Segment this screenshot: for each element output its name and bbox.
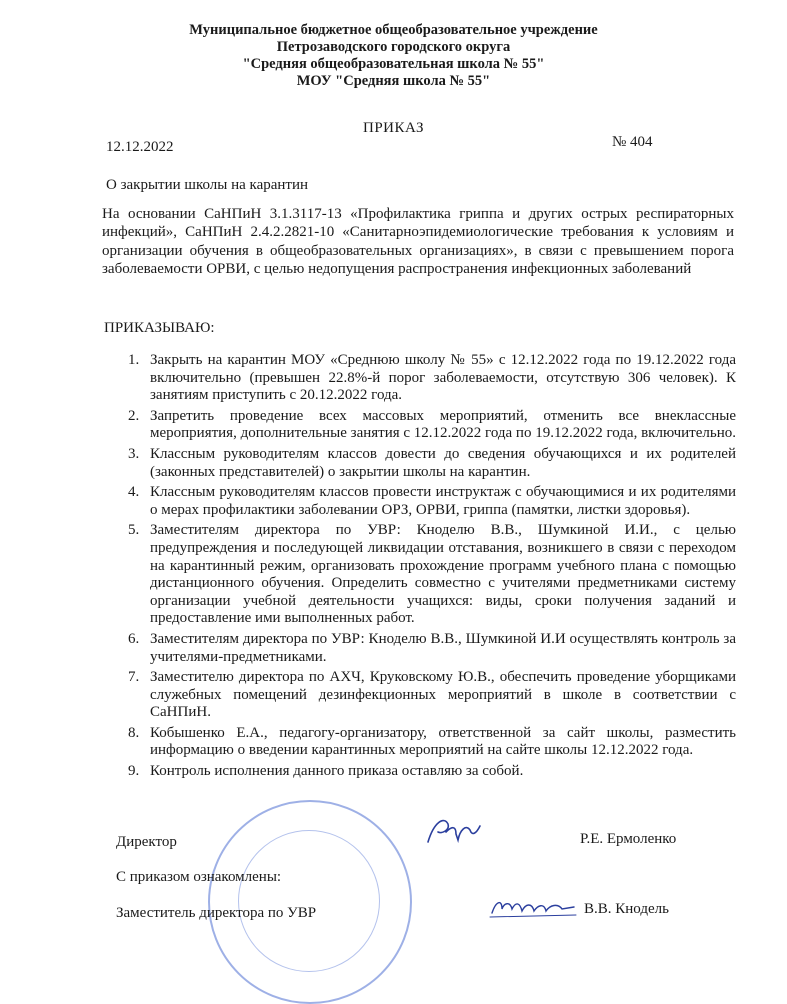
doc-subject: О закрытии школы на карантин [106,177,309,193]
doc-date: 12.12.2022 [106,139,174,155]
basis-paragraph: На основании СаНПиН 3.1.3117-13 «Профилактика гриппа и других острых респираторных инфекций», СаНПиН 2.4.2.2821-10 «Санитарноэпидемиологические требования к условиям и организации обучения в общеобразовательных организациях», в связи с превышением порога заболеваемости ОРВИ, с целью недопущения распространения инфекционных заболеваний [102,206,734,277]
item-number: 5. [128,522,140,539]
item-text: Кобышенко Е.А., педагогу-организатору, ответственной за сайт школы, разместить информацию о введении карантинных мероприятий на сайте школы 12.12.2022 года. [150,724,736,759]
director-name: Р.Е. Ермоленко [580,831,677,847]
order-item [102,446,736,481]
order-items-list [102,352,736,784]
order-item [102,522,736,628]
org-name-line-4: МОУ "Средняя школа № 55" [296,73,491,89]
item-text: Запретить проведение всех массовых мероприятий, отменить все внеклассные мероприятия, дополнительные занятия с 12.12.2022 года по 19.12.2022 года, включительно. [150,407,736,442]
item-text: Контроль исполнения данного приказа оставляю за собой. [150,763,524,780]
item-number: 4. [128,484,140,501]
acquainted-label: С приказом ознакомлены: [116,869,282,885]
item-number: 6. [128,630,140,647]
order-item [102,631,736,666]
official-stamp-inner-ring [238,830,380,972]
item-number: 8. [128,724,140,741]
director-signature [420,812,490,852]
deputy-signature [488,895,580,921]
order-item [102,669,736,722]
item-text: Классным руководителям классов довести до сведения обучающихся и их родителей (законных представителей) о закрытии школы на карантин. [150,445,736,480]
deputy-name: В.В. Кнодель [584,901,669,917]
item-number: 2. [128,407,140,424]
item-text: Заместителям директора по УВР: Кноделю В.В., Шумкиной И.И., с целью предупреждения и последующей ликвидации отставания, возникшего в связи с переходом на карантинный режим, организовать прохождение программ учебного плана с помощью дистанционного обучения. Определить совместно с учителями предметниками систему организации учебной деятельности учащихся: виды, сроки получения заданий и предоставление ими выполненных работ. [150,522,736,627]
item-number: 3. [128,445,140,462]
org-name-line-2: Петрозаводского городского округа [276,39,511,55]
item-number: 7. [128,669,140,686]
director-title: Директор [116,834,177,850]
org-name-line-3: "Средняя общеобразовательная школа № 55" [242,56,545,72]
order-item [102,408,736,443]
order-item [102,484,736,519]
doc-type: ПРИКАЗ [363,120,424,136]
order-word: ПРИКАЗЫВАЮ: [104,320,215,336]
org-name-line-1: Муниципальное бюджетное общеобразовательное учреждение [189,22,598,38]
item-number: 1. [128,352,140,368]
order-item [102,352,736,405]
item-text: Заместителю директора по АХЧ, Круковскому Ю.В., обеспечить проведение уборщиками служебных помещений дезинфекционных мероприятий в школе в соответствии с СаНПиН. [150,669,736,721]
order-item [102,725,736,760]
item-text: Закрыть на карантин МОУ «Среднюю школу № 55» с 12.12.2022 года по 19.12.2022 года включительно (превышен 22.8%-й порог заболеваемости, отсутствую 306 человек). К занятиям приступить с 20.12.2022 года. [150,352,736,404]
item-text: Заместителям директора по УВР: Кноделю В.В., Шумкиной И.И осуществлять контроль за учителями-предметниками. [150,630,736,665]
item-number: 9. [128,763,140,780]
deputy-title: Заместитель директора по УВР [116,905,317,921]
doc-number: № 404 [612,134,653,150]
order-item [102,763,736,781]
item-text: Классным руководителям классов провести инструктаж с обучающимися и их родителями о мерах профилактики заболевании ОРЗ, ОРВИ, гриппа (памятки, листки здоровья). [150,484,736,518]
